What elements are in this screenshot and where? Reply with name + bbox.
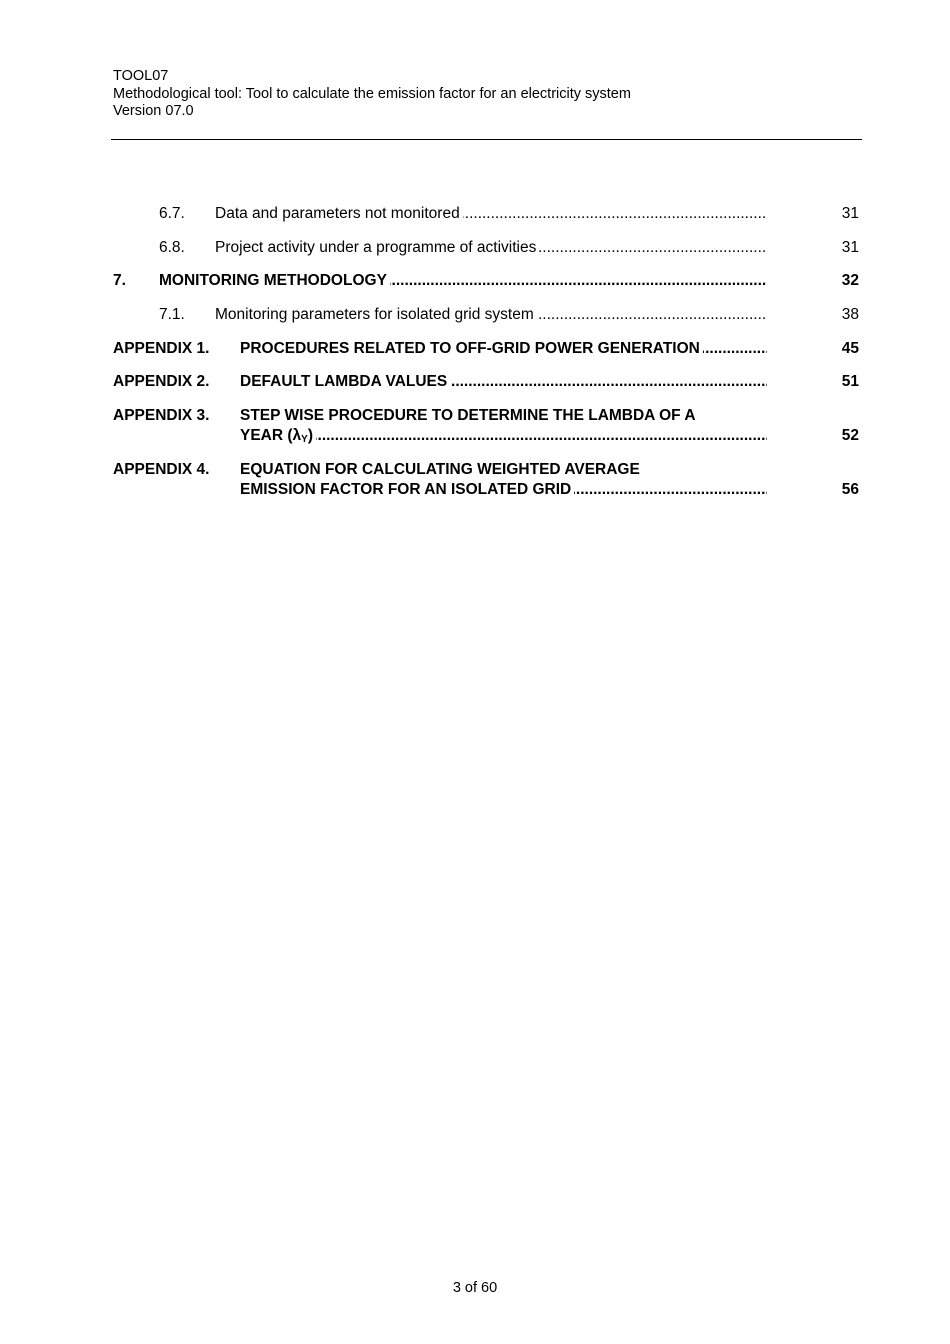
toc-title-line-2: YEAR (λ xyxy=(240,427,302,444)
toc-page: 52 xyxy=(841,427,859,444)
toc-title: DEFAULT LAMBDA VALUES xyxy=(240,373,450,390)
toc-page: 31 xyxy=(841,239,859,256)
toc-title-line-2-tail: ) xyxy=(307,427,313,444)
toc-title-line-1: STEP WISE PROCEDURE TO DETERMINE THE LAMBDA OF A xyxy=(240,407,696,424)
toc-title-line-2: EMISSION FACTOR FOR AN ISOLATED GRID xyxy=(240,481,574,498)
toc-number: 7. xyxy=(113,272,126,289)
page-number-footer: 3 of 60 xyxy=(452,1280,498,1296)
toc-title-line-1: EQUATION FOR CALCULATING WEIGHTED AVERAGE xyxy=(240,461,640,478)
lambda-subscript: Y xyxy=(301,434,308,445)
toc-number: 7.1. xyxy=(159,306,185,323)
toc-title: MONITORING METHODOLOGY xyxy=(159,272,390,289)
toc-number: APPENDIX 4. xyxy=(113,461,210,478)
toc-number: APPENDIX 1. xyxy=(113,340,210,357)
doc-code: TOOL07 xyxy=(113,68,169,84)
toc-number: 6.8. xyxy=(159,239,185,256)
toc-title: Data and parameters not monitored xyxy=(215,205,463,222)
doc-title: Methodological tool: Tool to calculate the emission factor for an electricity system xyxy=(113,85,631,102)
doc-version: Version 07.0 xyxy=(113,103,194,119)
toc-page: 45 xyxy=(841,340,859,357)
toc-title: PROCEDURES RELATED TO OFF-GRID POWER GENERATION xyxy=(240,340,703,357)
toc-page: 56 xyxy=(841,481,859,498)
toc-title: Monitoring parameters for isolated grid system xyxy=(215,306,537,323)
toc-number: 6.7. xyxy=(159,205,185,222)
toc-page: 38 xyxy=(841,306,859,323)
toc-number: APPENDIX 3. xyxy=(113,407,210,424)
header-divider xyxy=(111,139,862,140)
document-header xyxy=(113,68,631,121)
toc-page: 32 xyxy=(841,272,859,289)
toc-page: 51 xyxy=(841,373,859,390)
toc-number: APPENDIX 2. xyxy=(113,373,210,390)
toc-page: 31 xyxy=(841,205,859,222)
toc-title: Project activity under a programme of activities xyxy=(215,239,539,256)
